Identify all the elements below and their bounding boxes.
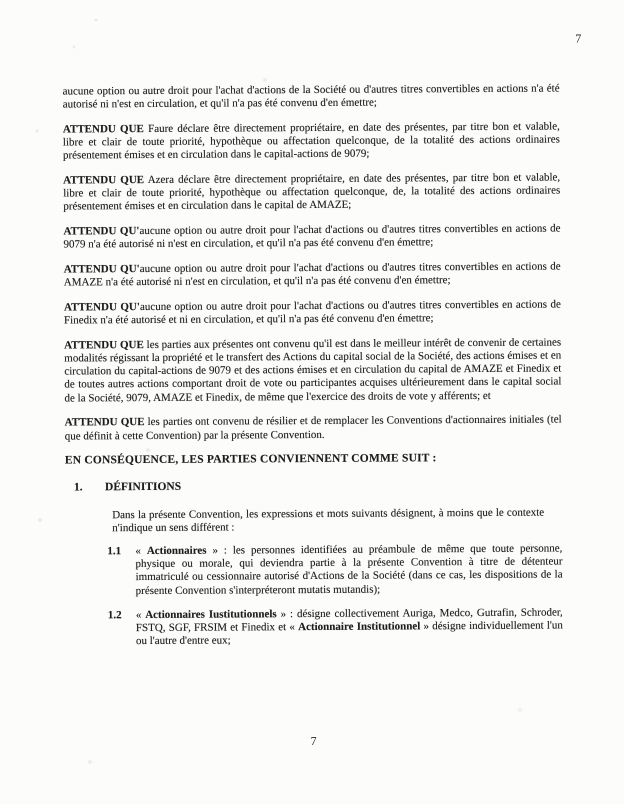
body-paragraph [63,223,560,252]
bold-text-segment: ATTENDU QUE [62,122,144,136]
bold-text-segment: ATTENDU QUE [64,416,145,429]
page-number-bottom: 7 [310,733,317,749]
text-segment: aucune option ou autre droit pour l'achat d'actions ou d'autres titres convertibles en actions de Finedix n'a été autorisé et ni en circulation, et qu'il n'a pas été convenu d'en émettre; [63,298,561,327]
section-heading [65,479,562,495]
definition-number: 1.1 [107,545,122,558]
definition-text [136,606,563,648]
definition-item [107,543,562,599]
consequence-heading: EN CONSÉQUENCE, LES PARTIES CONVIENNENT COMME SUIT : [64,452,437,467]
text-segment: Azera déclare être directement propriétaire, en date des présentes, par titre bon et valable, libre et clair de toute priorité, hypothèque ou affectation quelconque, de, la totalité des actions ordinaires présentement émises et en circulation dans le capital de AMAZE; [63,171,561,213]
text-segment: les parties ont convenu de résilier et de remplacer les Conventions d'actionnaires initiales (tel que définit à cette Convention) par la présente Convention. [64,413,562,443]
text-segment: aucune option ou autre droit pour l'achat d'actions ou d'autres titres convertibles en actions de AMAZE n'a été autorisé ni n'est en circulation, et qu'il n'a pas été convenu d'en émettre; [63,260,561,289]
text-segment: « [135,545,147,558]
bold-text-segment: ATTENDU QUE [63,174,145,187]
page-number-top: 7 [575,31,582,46]
whereas-paragraphs [63,82,562,443]
body-paragraph [63,82,560,111]
text-segment: » désigne individuellement l'un ou l'autre d'entre eux; [135,619,563,648]
definitions-list [65,543,563,649]
body-paragraph [63,171,560,214]
text-segment: les parties aux présentes ont convenu qu'il est dans le meilleur intérêt de convenir de certaines modalités régissant la propriété et le transfert des Actions du capital social de la Société, des actions émises et en circulation du capital-actions de 9079 et des actions émises et en circulation du capital de AMAZE et Finedix et de toutes autres actions comportant droit de vote ou participantes acquises ultérieurement dans le capital social de la Société, 9079, AMAZE et Finedix, de même que l'exercice des droits de vote y afférents; et [64,336,562,405]
section-intro: Dans la présente Convention, les expressions et mots suivants désignent, à moins que le contexte n'indique un sens différent : [112,506,545,535]
bold-text-segment: Actionnaires [146,544,207,558]
bold-text-segment: ATTENDU QU' [63,300,140,314]
text-segment: » : désigne collectivement Auriga, Medco, Gutrafin, Schroder, FSTQ, SGF, FRSIM et Finedix et « [135,606,563,635]
definition-item [108,606,563,648]
bold-text-segment: Actionnaires Iustitutionnels [145,608,277,621]
body-paragraph [65,414,562,443]
body-paragraph [63,120,560,163]
body-paragraph [64,298,561,327]
section-number: 1. [73,481,83,494]
bold-text-segment: ATTENDU QU' [63,225,140,238]
section-title: DÉFINITIONS [104,481,182,494]
text-segment: » : les personnes identifiées au préambule de même que toute personne, physique ou morale, qui deviendra partie à la présente Convention à titre de détenteur immatriculé ou cessionnaire autorisé d'Actions de la Société (dans ce cas, les dispositions de la présente Convention s'interpréteront mutatis mutandis); [135,542,563,597]
text-segment: aucune option ou autre droit pour l'achat d'actions de la Société ou d'autres titres convertibles en actions n'a été autorisé ni n'est en circulation, et qu'il n'a pas été convenu d'en émettre; [62,82,560,111]
body-paragraph [64,336,561,405]
body-paragraph [64,261,561,290]
text-segment: « [135,608,146,621]
definition-number: 1.2 [107,609,122,622]
text-segment: aucune option ou autre droit pour l'achat d'actions ou d'autres titres convertibles en actions de 9079 n'a été autorisé ni n'est en circulation, et qu'il n'a pas été convenu d'en émettre; [63,222,561,251]
text-segment: Faure déclare être directement propriétaire, en date des présentes, par titre bon et valable, libre et clair de toute priorité, hypothèque ou affectation quelconque, de la totalité des actions ordinaires présentement émises et en circulation dans le capital-actions de 9079; [62,120,560,162]
definition-text [135,543,562,598]
bold-text-segment: ATTENDU QUE [64,338,144,352]
document-body [63,82,564,660]
bold-text-segment: Actionnaire Institutionnel [298,620,421,634]
bold-text-segment: ATTENDU QU' [63,263,140,276]
